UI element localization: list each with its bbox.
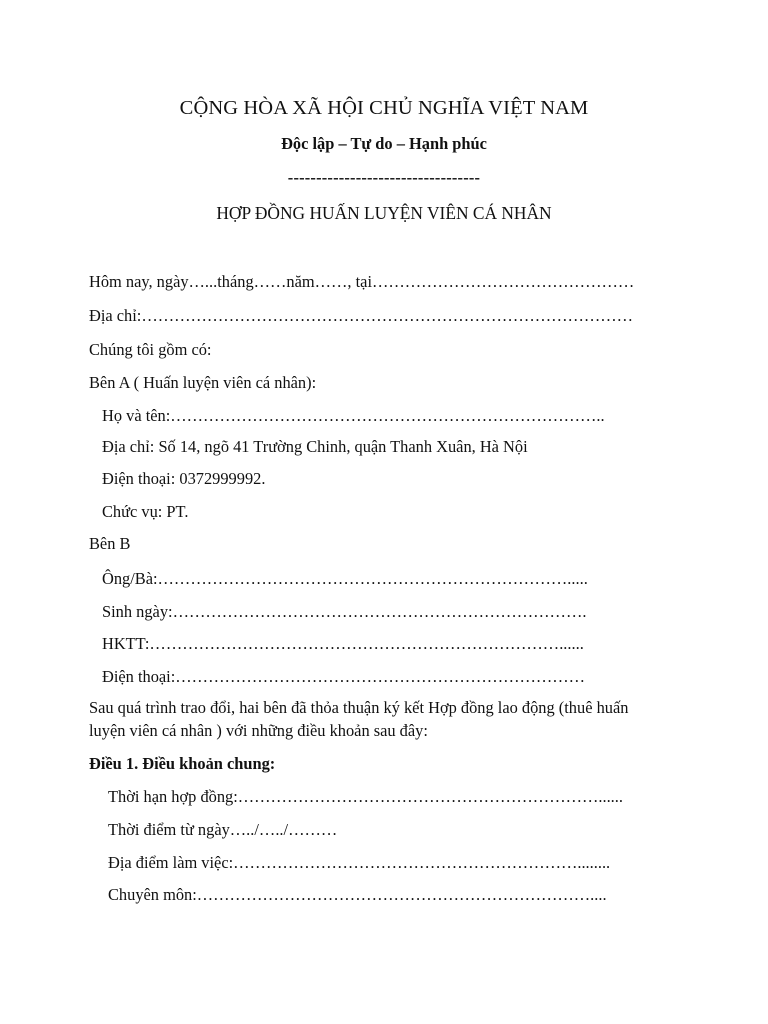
agreement-line-2: luyện viên cá nhân ) với những điều khoản sau đây: (89, 721, 428, 740)
party-b-birthdate: Sinh ngày:…………………………………………………………………. (102, 602, 587, 621)
divider-line: ---------------------------------- (287, 168, 481, 187)
start-date: Thời điểm từ ngày…../…../……… (108, 820, 338, 839)
date-place-line: Hôm nay, ngày…...tháng……năm……, tại………………………………………… (89, 272, 635, 291)
agreement-line-1: Sau quá trình trao đổi, hai bên đã thỏa thuận ký kết Hợp đồng lao động (thuê huấn (89, 698, 629, 717)
document-title: HỢP ĐỒNG HUẤN LUYỆN VIÊN CÁ NHÂN (216, 203, 552, 223)
work-location: Địa điểm làm việc:………………………………………………………........ (108, 853, 611, 872)
motto: Độc lập – Tự do – Hạnh phúc (281, 134, 487, 153)
party-a-heading: Bên A ( Huấn luyện viên cá nhân): (89, 373, 317, 392)
party-b-name: Ông/Bà:…………………………………………………………………..... (102, 569, 588, 588)
country-heading: CỘNG HÒA XÃ HỘI CHỦ NGHĨA VIỆT NAM (179, 97, 589, 119)
party-b-heading: Bên B (89, 534, 131, 553)
party-a-position: Chức vụ: PT. (102, 502, 189, 521)
address-line: Địa chỉ:……………………………………………………………………………… (89, 306, 634, 325)
party-b-phone: Điện thoại:………………………………………………………………… (102, 667, 586, 686)
specialty: Chuyên môn:……………………………………………………………….... (108, 885, 607, 904)
contract-term: Thời hạn hợp đồng:…………………………………………………………...... (108, 787, 623, 806)
party-b-residence: HKTT:…………………………………………………………………...... (102, 634, 584, 653)
party-a-name: Họ và tên:…………………………………………………………………….. (102, 406, 605, 425)
party-a-phone: Điện thoại: 0372999992. (102, 469, 266, 488)
parties-intro: Chúng tôi gồm có: (89, 340, 212, 359)
party-a-address: Địa chỉ: Số 14, ngõ 41 Trường Chinh, quận Thanh Xuân, Hà Nội (102, 437, 528, 456)
article-1-heading: Điều 1. Điều khoản chung: (89, 754, 276, 773)
